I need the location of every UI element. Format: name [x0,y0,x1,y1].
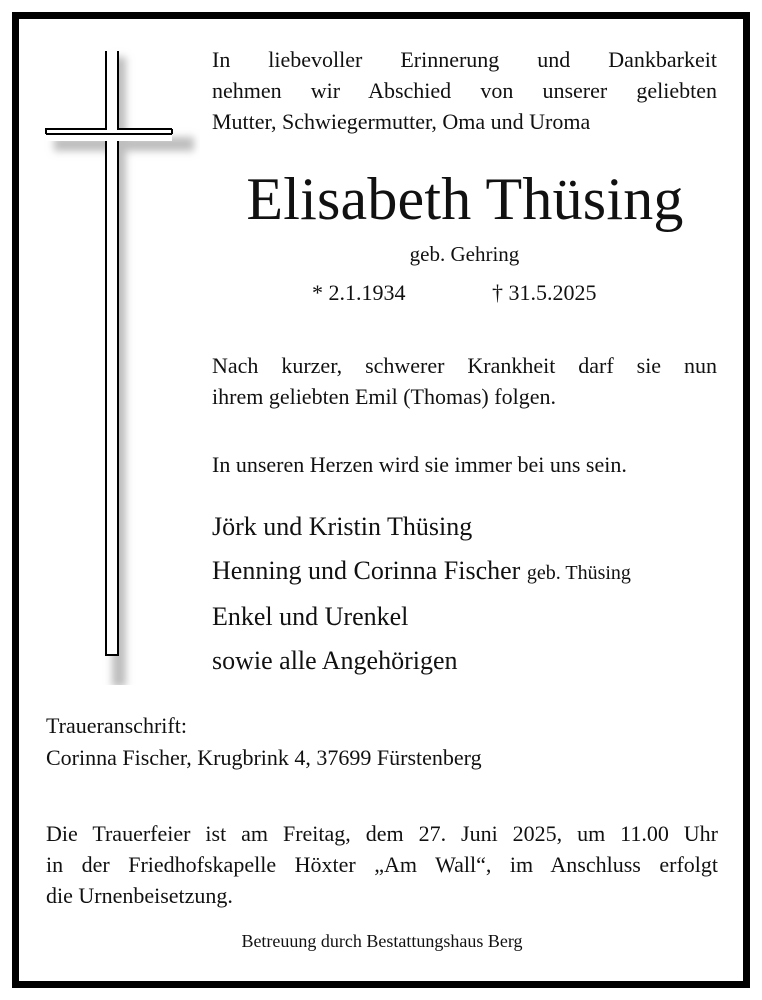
message-line: ihrem geliebten Emil (Thomas) folgen. [212,384,556,409]
death-date: † 31.5.2025 [492,280,597,305]
address-value: Corinna Fischer, Krugbrink 4, 37699 Fürstenberg [46,745,482,770]
intro-line: Mutter, Schwiegermutter, Oma und Uroma [212,109,591,134]
mourner-names: Henning und Corinna Fischer [212,555,521,585]
mourner-birth-name: geb. Thüsing [526,561,631,584]
service-line: die Urnenbeisetzung. [46,883,233,908]
deceased-name: Elisabeth Thüsing [246,166,684,232]
message-text [212,350,717,412]
mourners-list [212,505,732,682]
birth-date: * 2.1.1934 [312,280,406,305]
message-line: Nach kurzer, schwerer Krankheit darf sie nun [212,353,717,378]
message-closing: In unseren Herzen wird sie immer bei uns sein. [212,452,627,477]
mourner-line [212,549,732,596]
funeral-service-info [46,818,718,911]
cross-icon [40,45,200,685]
mourner-line: sowie alle Angehörigen [212,645,458,675]
service-line: in der Friedhofskapelle Höxter „Am Wall“, im Anschluss erfolgt [46,852,718,877]
mourner-line: Jörk und Kristin Thüsing [212,512,473,541]
birth-name: geb. Gehring [409,242,520,266]
intro-line: In liebevoller Erinnerung und Dankbarkeit [212,47,717,72]
address-label: Traueranschrift: [46,713,187,738]
service-line: Die Trauerfeier ist am Freitag, dem 27. Juni 2025, um 11.00 Uhr [46,821,718,846]
intro-text [212,44,717,137]
intro-line: nehmen wir Abschied von unserer geliebten [212,78,717,103]
funeral-home-credit: Betreuung durch Bestattungshaus Berg [241,931,523,951]
mourner-line: Enkel und Urenkel [212,602,409,631]
mourning-address [46,710,726,774]
